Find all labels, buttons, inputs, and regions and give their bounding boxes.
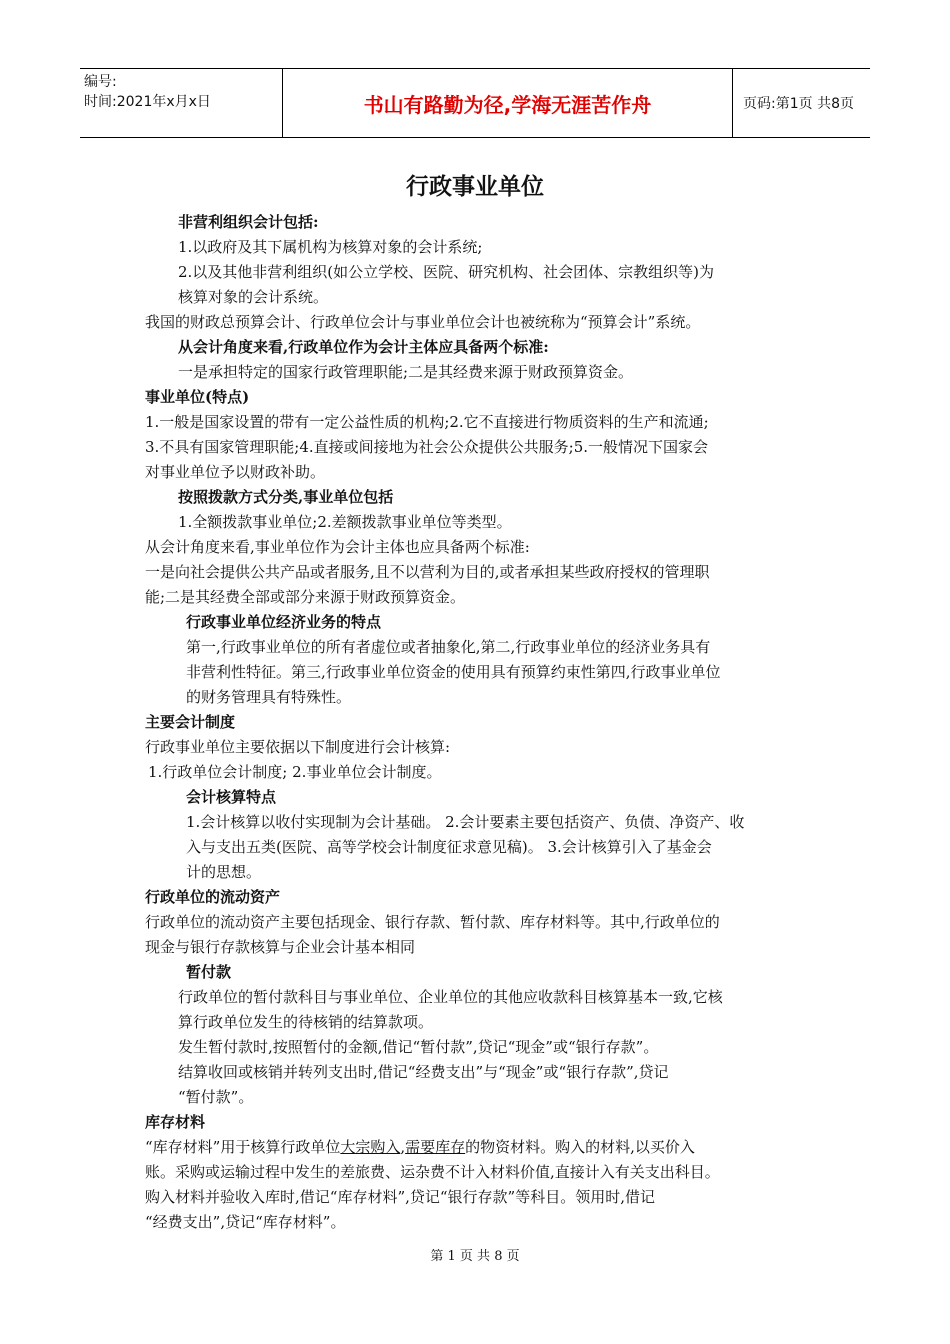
- underlined-term: 大宗购入: [340, 1138, 401, 1156]
- body-line: “经费支出”,贷记“库存材料”。: [145, 1213, 346, 1231]
- section-heading: 行政事业单位经济业务的特点: [186, 613, 382, 631]
- body-line: 行政事业单位主要依据以下制度进行会计核算:: [145, 738, 451, 756]
- body-line: 计的思想。: [186, 863, 262, 881]
- body-line: 现金与银行存款核算与企业会计基本相同: [145, 938, 416, 956]
- section-heading: 行政单位的流动资产: [145, 888, 281, 906]
- section-heading: 会计核算特点: [186, 788, 277, 806]
- page-title: 行政事业单位: [406, 174, 544, 200]
- body-line: 1.行政单位会计制度; 2.事业单位会计制度。: [148, 763, 442, 781]
- section-heading: 按照拨款方式分类,事业单位包括: [178, 488, 394, 506]
- body-line: 结算收回或核销并转列支出时,借记“经费支出”与“现金”或“银行存款”,贷记: [178, 1063, 669, 1081]
- section-heading: 从会计角度来看,行政单位作为会计主体应具备两个标准:: [178, 338, 549, 356]
- body-line: 从会计角度来看,事业单位作为会计主体也应具备两个标准:: [145, 538, 530, 556]
- body-line: 账。采购或运输过程中发生的差旅费、运杂费不计入材料价值,直接计入有关支出科目。: [145, 1163, 720, 1181]
- body-line: 对事业单位予以财政补助。: [145, 463, 326, 481]
- body-line: 1.一般是国家设置的带有一定公益性质的机构;2.它不直接进行物质资料的生产和流通;: [145, 413, 709, 431]
- body-line: 2.以及其他非营利组织(如公立学校、医院、研究机构、社会团体、宗教组织等)为: [178, 263, 715, 281]
- section-heading: 主要会计制度: [145, 713, 236, 731]
- body-line: 购入材料并验收入库时,借记“库存材料”,贷记“银行存款”等科目。领用时,借记: [145, 1188, 655, 1206]
- header-page-code: 页码:第1页 共8页: [743, 96, 854, 112]
- body-line: 算行政单位发生的待核销的结算款项。: [178, 1013, 434, 1031]
- body-text-segment: “库存材料”用于核算行政单位: [145, 1138, 341, 1156]
- document-header: [80, 68, 870, 138]
- body-line: 的财务管理具有特殊性。: [186, 688, 352, 706]
- body-line: [145, 1137, 695, 1157]
- body-line: 1.以政府及其下属机构为核算对象的会计系统;: [178, 238, 483, 256]
- section-heading: 事业单位(特点): [145, 388, 250, 406]
- body-line: 发生暂付款时,按照暂付的金额,借记“暂付款”,贷记“现金”或“银行存款”。: [178, 1038, 659, 1056]
- section-heading: 非营利组织会计包括:: [178, 213, 319, 231]
- body-line: 一是承担特定的国家行政管理职能;二是其经费来源于财政预算资金。: [178, 363, 634, 381]
- body-line: 1.全额拨款事业单位;2.差额拨款事业单位等类型。: [178, 513, 512, 531]
- body-line: 入与支出五类(医院、高等学校会计制度征求意见稿)。 3.会计核算引入了基金会: [186, 838, 712, 856]
- body-line: 能;二是其经费全部或部分来源于财政预算资金。: [145, 588, 466, 606]
- body-line: 1.会计核算以收付实现制为会计基础。 2.会计要素主要包括资产、负债、净资产、收: [186, 813, 745, 831]
- section-heading: 库存材料: [145, 1113, 206, 1131]
- body-text-segment: ,: [400, 1138, 406, 1156]
- section-heading: 暂付款: [186, 963, 232, 981]
- body-line: 行政单位的暂付款科目与事业单位、企业单位的其他应收款科目核算基本一致,它核: [178, 988, 723, 1006]
- body-line: 核算对象的会计系统。: [178, 288, 329, 306]
- body-text-segment: 的物资材料。购入的材料,以买价入: [465, 1138, 695, 1156]
- header-meta: [80, 69, 282, 137]
- body-line: 行政单位的流动资产主要包括现金、银行存款、暂付款、库存材料等。其中,行政单位的: [145, 913, 720, 931]
- document-number-label: 编号:: [84, 74, 117, 90]
- document-date-label: 时间:2021年x月x日: [84, 94, 211, 110]
- body-line: 非营利性特征。第三,行政事业单位资金的使用具有预算约束性第四,行政事业单位: [186, 663, 721, 681]
- body-line: 第一,行政事业单位的所有者虚位或者抽象化,第二,行政事业单位的经济业务具有: [186, 638, 711, 656]
- underlined-term: 需要库存: [405, 1138, 466, 1156]
- body-line: “暂付款”。: [178, 1088, 254, 1106]
- page-footer: 第 1 页 共 8 页: [430, 1249, 520, 1264]
- header-motto: 书山有路勤为径,学海无涯苦作舟: [282, 69, 733, 137]
- body-line: 3.不具有国家管理职能;4.直接或间接地为社会公众提供公共服务;5.一般情况下国家会: [145, 438, 709, 456]
- body-line: 一是向社会提供公共产品或者服务,且不以营利为目的,或者承担某些政府授权的管理职: [145, 563, 710, 581]
- body-line: 我国的财政总预算会计、行政单位会计与事业单位会计也被统称为“预算会计”系统。: [145, 313, 701, 331]
